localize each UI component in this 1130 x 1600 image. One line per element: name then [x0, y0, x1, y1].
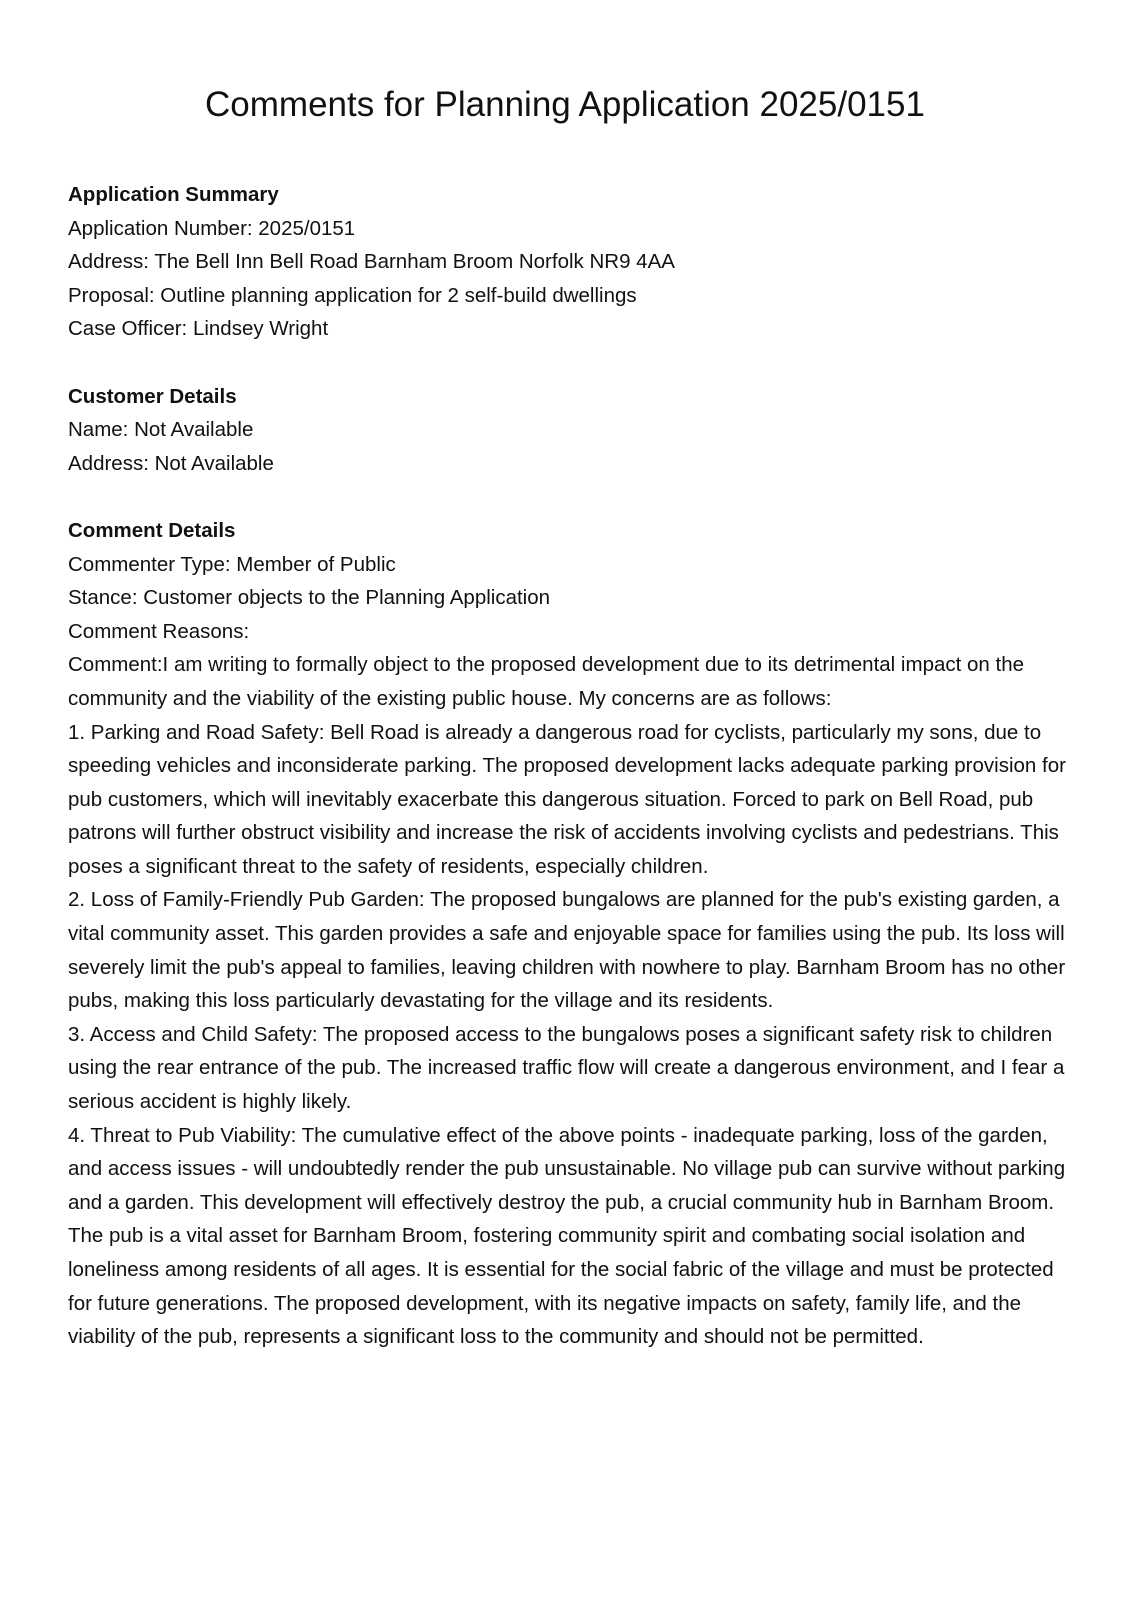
customer-details-section [68, 380, 1068, 481]
page-title: Comments for Planning Application 2025/0151 [205, 85, 925, 124]
application-number: Application Number: 2025/0151 [68, 216, 356, 240]
comment-details-heading: Comment Details [68, 518, 236, 542]
comment-paragraph: Comment:I am writing to formally object to the proposed development due to its detrimental impact on the community and the viability of the existing public house. My concerns are as follows: [68, 653, 1025, 710]
comment-reasons: Comment Reasons: [68, 619, 250, 643]
comment-paragraph: 4. Threat to Pub Viability: The cumulative effect of the above points - inadequate parking, loss of the garden, and access issues - will undoubtedly render the pub unsustainable. No village pub can survive without parking and a garden. This development will effectively destroy the pub, a crucial community hub in Barnham Broom. [68, 1123, 1066, 1214]
application-summary-heading: Application Summary [68, 183, 279, 206]
customer-details-heading: Customer Details [68, 384, 237, 408]
stance: Stance: Customer objects to the Planning Application [68, 586, 551, 610]
comment-paragraph: 1. Parking and Road Safety: Bell Road is already a dangerous road for cyclists, particularly my sons, due to speeding vehicles and inconsiderate parking. The proposed development lacks adequate parking provision for pub customers, which will inevitably exacerbate this dangerous situation. Forced to park on Bell Road, pub patrons will further obstruct visibility and increase the risk of accidents involving cyclists and pedestrians. This poses a significant threat to the safety of residents, especially children. [68, 720, 1066, 878]
commenter-type: Commenter Type: Member of Public [68, 552, 396, 576]
document-body [68, 178, 1068, 1354]
application-proposal: Proposal: Outline planning application for 2 self-build dwellings [68, 283, 637, 307]
customer-address: Address: Not Available [68, 451, 274, 475]
comment-paragraph: 3. Access and Child Safety: The proposed access to the bungalows poses a significant safety risk to children using the rear entrance of the pub. The increased traffic flow will create a dangerous environment, and I fear a serious accident is highly likely. [68, 1022, 1065, 1114]
application-address: Address: The Bell Inn Bell Road Barnham Broom Norfolk NR9 4AA [68, 250, 675, 274]
customer-name: Name: Not Available [68, 418, 254, 442]
case-officer: Case Officer: Lindsey Wright [68, 317, 329, 341]
comment-paragraph: 2. Loss of Family-Friendly Pub Garden: The proposed bungalows are planned for the pub's existing garden, a vital community asset. This garden provides a safe and enjoyable space for families using the pub. Its loss will severely limit the pub's appeal to families, leaving children with nowhere to play. Barnham Broom has no other pubs, making this loss particularly devastating for the village and its residents. [68, 888, 1066, 1013]
comment-paragraph: The pub is a vital asset for Barnham Broom, fostering community spirit and combating social isolation and loneliness among residents of all ages. It is essential for the social fabric of the village and must be protected for future generations. The proposed development, with its negative impacts on safety, family life, and the viability of the pub, represents a significant loss to the community and should not be permitted. [68, 1224, 1054, 1349]
application-summary-section [68, 178, 1068, 346]
comment-details-section [68, 514, 1068, 1354]
